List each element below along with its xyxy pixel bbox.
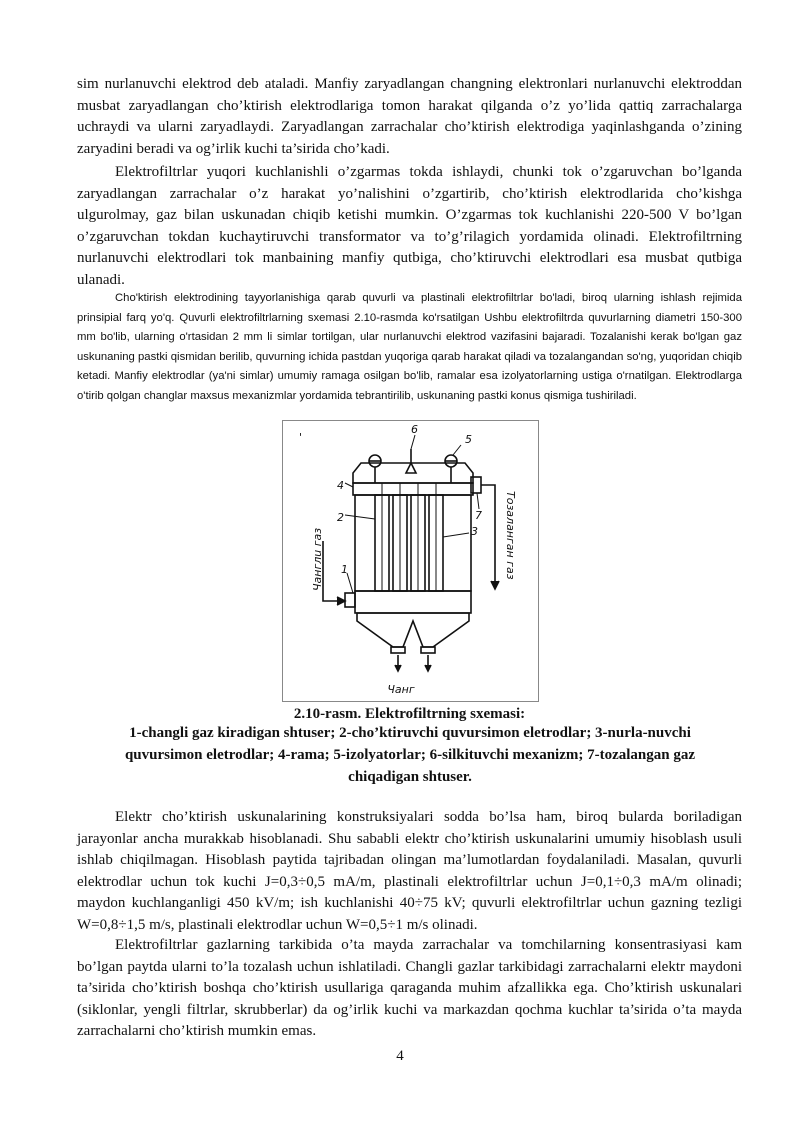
shaking-mechanism [406, 463, 416, 473]
figure-caption-title: 2.10-rasm. Elektrofiltrning sxemasi: [293, 706, 526, 722]
paragraph-5: Elektrofiltrlar gazlarning tarkibida o’ta mayda zarrachalar va tomchilarning konsentrasiyasi kam bo’lgan paytda ularni to’la tozalash uchun ishlatiladi. Changli gazlar tarkibidagi zarrachalarni elektr maydoni ta’sirida cho’ktirish boshqa cho’ktirish usullariga qaraganda muhim afzallikka ega. Cho’ktirish uskunalari (siklonlar, yengli filtrlar, skrubberlar) da og’irlik kuchi va markazdan qochma kuchlar ta’sirida o’ta mayda zarrachalarni cho’ktirish mumkin emas. [77, 937, 742, 1039]
paragraph-4: Elektr cho’ktirish uskunalarining konstruksiyalari sodda bo’lsa ham, biroq bularda boriladigan jarayonlar ancha murakkab hisoblanadi. Shu sababli elektr cho’ktirish uskunalarini umumiy hisoblash usuli ishlab chiqilmagan. Hisoblash paytida tajribadan olingan ma’lumotlardan foydalaniladi. Masalan, quvurli elektrodlar uchun tok kuchi J=0,3÷0,5 mA/m, plastinali elektrofiltrlar uchun J=0,1÷0,3 mA/m olinadi; maydon kuchlanganligi 450 kV/m; ish kuchlanishi 40÷75 kV; quvurli elektrofiltrlar uchun gazning tezligi W=0,8÷1,5 m/s, plastinali elektrodlar uchun W=0,5÷1 m/s olinadi. [77, 809, 742, 933]
paragraph-2: Elektrofiltrlar yuqori kuchlanishli o’zgarmas tokda ishlaydi, chunki tok o’zgaruvchan bo’lganda zaryadlangan zarrachalar o’z harakat yo’nalishini o’zgartirib, cho’ktirish elektrodlarida cho’kishga ulgurolmay, gaz bilan uskunadan chiqib ketishi mumkin. O’zgarmas tok kuchlanishi 220-500 V bo’lgan o’zgaruvchan tokdan kuchaytiruvchi transformator va to’g’rilagich yordamida olinadi. Elektrofiltrning nurlanuvchi elektrodlari tok manbaining manfiy qutbiga, cho’ktiruvchi elektrodlari esa musbat qutbiga ulanadi. [77, 164, 742, 288]
label-7: 7 [475, 509, 482, 522]
electrofilter-schematic [283, 421, 538, 701]
label-5: 5 [465, 433, 472, 446]
paragraph-3: Cho'ktirish elektrodining tayyorlanishiga qarab quvurli va plastinali elektrofiltrlar bo'ladi, biroq ularning ishlash rejimida prinsipial farq yo'q. Quvurli elektrofiltrlarning sxemasi 2.10-rasmda ko'rsatilgan Ushbu elektrofiltrda quvurlarning diametri 150-300 mm bo'lib, ularning o'rtasidan 2 mm li simlar tortilgan, ular nurlanuvchi elektrod vazifasini bajaradi. Tozalanishi kerak bo'lgan gaz uskunaning pastki qismidan berilib, quvurning ichida pastdan yuqoriga qarab harakat qiladi va tozalangandan so'ng, yuqoridan chiqib ketadi. Manfiy elektrodlar (ya'ni simlar) umumiy ramaga osilgan bo'lib, ramalar esa izolyatorlarning ustiga o'rnatilgan. Elektrodlarga o'tirib qolgan changlar maxsus mexanizmlar yordamida tebrantirilib, uskunaning pastki konus qismiga tushiriladi. [77, 292, 742, 402]
hoppers [357, 613, 469, 647]
inlet-arrow [323, 541, 343, 601]
inlet-nozzle [345, 593, 355, 607]
label-2: 2 [337, 511, 344, 524]
label-tick: ' [299, 431, 303, 444]
lower-chamber [355, 591, 471, 613]
outlet-arrow [481, 485, 495, 587]
label-outlet-gas: Тозаланган газ [504, 491, 517, 580]
label-1: 1 [341, 563, 348, 576]
label-6: 6 [411, 423, 418, 436]
paragraph-1: sim nurlanuvchi elektrod deb ataladi. Manfiy zaryadlangan changning elektronlari nurlanuvchi elektroddan musbat zaryadlangan cho’ktirish elektrodlariga tomon harakat qilganda o’z yo’lida qattiq zarrachalarga uchraydi va ularni zaryadlaydi. Zaryadlangan zarrachalar cho’ktirish elektrodiga yaqinlashganda o’zining zaryadini beradi va og’irlik kuchi ta’sirida cho’kadi. [77, 76, 742, 157]
label-inlet-gas: Чанглu газ [311, 527, 324, 591]
housing-body [355, 495, 471, 591]
dust-outlet-right [421, 647, 435, 653]
figure-caption-body: 1-changli gaz kiradigan shtuser; 2-cho’ktiruvchi quvursimon eletrodlar; 3-nurla-nuvchi quvursimon eletrodlar; 4-rama; 5-izolyatorlar; 6-silkituvchi mexanizm; 7-tozalangan gaz chiqadigan shtuser. [124, 725, 696, 785]
page-number: 4 [396, 1048, 404, 1064]
label-dust: Чанг [387, 683, 415, 696]
label-3: 3 [471, 525, 478, 538]
electrofilter-diagram [282, 420, 539, 702]
frame [353, 483, 473, 495]
label-4: 4 [337, 479, 344, 492]
dust-outlet-left [391, 647, 405, 653]
